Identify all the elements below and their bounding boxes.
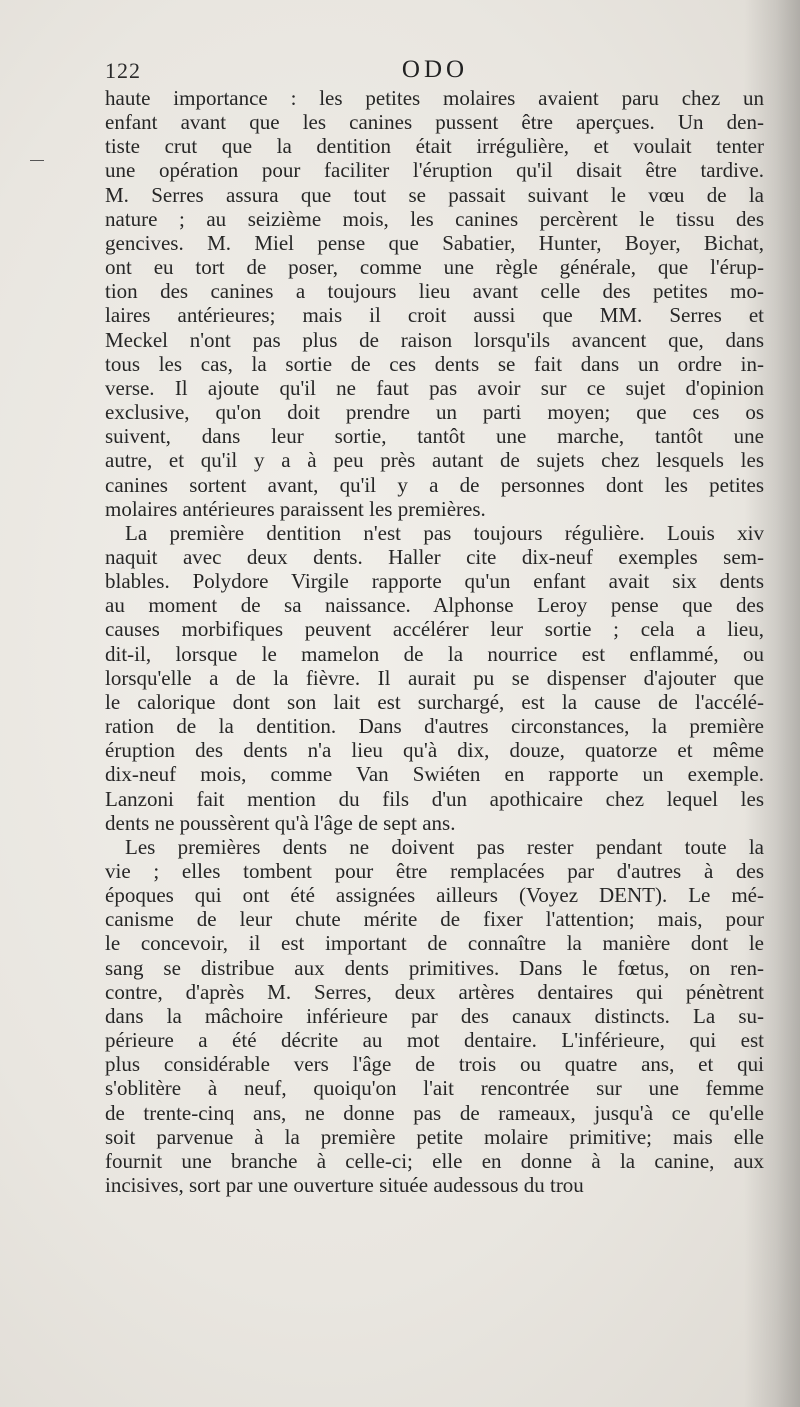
text-line: tion des canines a toujours lieu avant celle des petites mo- [105, 279, 764, 304]
text-line: dit-il, lorsque le mamelon de la nourrice est enflammé, ou [105, 641, 764, 666]
text-line: soit parvenue à la première petite molaire primitive; mais elle [105, 1124, 764, 1149]
text-line: enfant avant que les canines pussent être aperçues. Un den- [105, 110, 764, 135]
text-line: lorsqu'elle a de la fièvre. Il aurait pu se dispenser d'ajouter que [105, 665, 764, 690]
text-line: suivent, dans leur sortie, tantôt une marche, tantôt une [105, 424, 764, 449]
text-line: au moment de sa naissance. Alphonse Leroy pense que des [105, 593, 764, 618]
text-line: dents ne poussèrent qu'à l'âge de sept ans. [105, 810, 456, 835]
text-line: le concevoir, il est important de connaître la manière dont le [105, 931, 764, 956]
text-line: une opération pour faciliter l'éruption qu'il disait être tardive. [105, 158, 764, 183]
text-line: causes morbifiques peuvent accélérer leur sortie ; cela a lieu, [105, 617, 764, 642]
text-line: laires antérieures; mais il croit aussi que MM. Serres et [105, 303, 764, 328]
page-number: 122 [105, 58, 141, 83]
text-line: Les premières dents ne doivent pas rester pendant toute la [125, 834, 764, 859]
text-line: éruption des dents n'a lieu qu'à dix, douze, quatorze et même [105, 738, 764, 763]
text-line: de trente-cinq ans, ne donne pas de rameaux, jusqu'à ce qu'elle [105, 1100, 764, 1125]
text-line: canisme de leur chute mérite de fixer l'attention; mais, pour [105, 907, 764, 932]
text-line: s'oblitère à neuf, quoiqu'on l'ait rencontrée sur une femme [105, 1076, 764, 1101]
text-line: nature ; au seizième mois, les canines percèrent le tissu des [105, 206, 764, 231]
text-line: ration de la dentition. Dans d'autres circonstances, la première [105, 714, 764, 739]
text-line: La première dentition n'est pas toujours régulière. Louis xiv [125, 520, 764, 545]
text-line: époques qui ont été assignées ailleurs (Voyez DENT). Le mé- [105, 883, 764, 908]
text-line: Lanzoni fait mention du fils d'un apothicaire chez lequel les [105, 786, 764, 811]
running-title: ODO [401, 56, 469, 83]
text-line: molaires antérieures paraissent les premières. [105, 496, 486, 521]
paragraph [105, 521, 764, 835]
margin-mark [30, 160, 44, 161]
paragraph [105, 835, 764, 1197]
text-line: exclusive, qu'on doit prendre un parti moyen; que ces os [105, 400, 764, 425]
text-line: M. Serres assura que tout se passait suivant le vœu de la [105, 182, 764, 207]
text-line: gencives. M. Miel pense que Sabatier, Hunter, Boyer, Bichat, [105, 230, 764, 255]
text-line: contre, d'après M. Serres, deux artères dentaires qui pénètrent [105, 979, 764, 1004]
text-line: incisives, sort par une ouverture située audessous du trou [105, 1173, 584, 1198]
body-text [105, 86, 764, 1197]
text-line: naquit avec deux dents. Haller cite dix-neuf exemples sem- [105, 544, 764, 569]
text-line: autre, et qu'il y a à peu près autant de sujets chez lesquels les [105, 448, 764, 473]
text-line: sang se distribue aux dents primitives. Dans le fœtus, on ren- [105, 955, 764, 980]
text-line: plus considérable vers l'âge de trois ou quatre ans, et qui [105, 1052, 764, 1077]
text-line: dix-neuf mois, comme Van Swiéten en rapporte un exemple. [105, 762, 764, 787]
text-line: dans la mâchoire inférieure par des canaux distincts. La su- [105, 1003, 764, 1028]
text-line: périeure a été décrite au mot dentaire. L'inférieure, qui est [105, 1028, 764, 1053]
text-line: blables. Polydore Virgile rapporte qu'un enfant avait six dents [105, 569, 764, 594]
text-line: tous les cas, la sortie de ces dents se fait dans un ordre in- [105, 351, 764, 376]
running-head [105, 56, 765, 90]
text-line: fournit une branche à celle-ci; elle en donne à la canine, aux [105, 1148, 764, 1173]
paragraph [105, 86, 764, 521]
text-line: verse. Il ajoute qu'il ne faut pas avoir sur ce sujet d'opinion [105, 375, 764, 400]
text-line: haute importance : les petites molaires avaient paru chez un [105, 86, 764, 110]
text-line: Meckel n'ont pas plus de raison lorsqu'ils avancent que, dans [105, 327, 764, 352]
text-line: le calorique dont son lait est surchargé, est la cause de l'accélé- [105, 689, 764, 714]
text-line: canines sortent avant, qu'il y a de personnes dont les petites [105, 472, 764, 497]
text-line: ont eu tort de poser, comme une règle générale, que l'érup- [105, 255, 764, 280]
text-line: tiste crut que la dentition était irrégulière, et voulait tenter [105, 134, 764, 159]
text-line: vie ; elles tombent pour être remplacées par d'autres à des [105, 859, 764, 883]
